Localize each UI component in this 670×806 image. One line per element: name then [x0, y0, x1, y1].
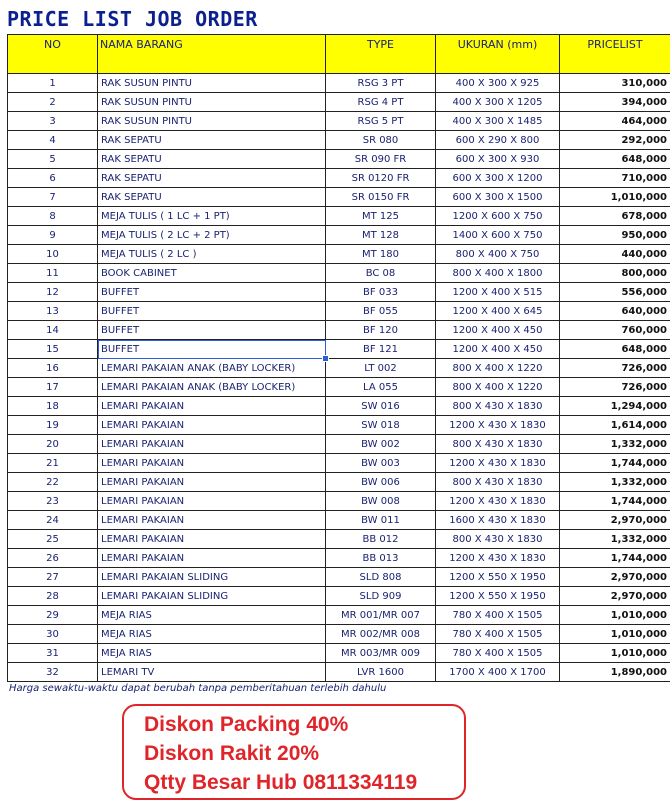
cell-type[interactable]: MT 128	[326, 226, 436, 245]
cell-type[interactable]: MT 125	[326, 207, 436, 226]
cell-no[interactable]: 4	[8, 131, 98, 150]
cell-pricelist[interactable]: 1,010,000	[560, 606, 670, 625]
cell-no[interactable]: 10	[8, 245, 98, 264]
cell-nama-barang[interactable]: RAK SUSUN PINTU	[98, 93, 326, 112]
table-row	[8, 644, 670, 663]
cell-no[interactable]: 14	[8, 321, 98, 340]
cell-nama-barang[interactable]: RAK SUSUN PINTU	[98, 74, 326, 93]
cell-type[interactable]: MR 001/MR 007	[326, 606, 436, 625]
cell-ukuran[interactable]: 1600 X 430 X 1830	[436, 511, 560, 530]
table-row	[8, 568, 670, 587]
table-row	[8, 226, 670, 245]
cell-nama-barang[interactable]: MEJA TULIS ( 2 LC + 2 PT)	[98, 226, 326, 245]
cell-pricelist[interactable]: 1,614,000	[560, 416, 670, 435]
cell-nama-barang[interactable]: LEMARI PAKAIAN SLIDING	[98, 587, 326, 606]
cell-nama-barang[interactable]: LEMARI PAKAIAN SLIDING	[98, 568, 326, 587]
promo-assembly-discount: Diskon Rakit 20%	[144, 742, 320, 765]
cell-nama-barang[interactable]: MEJA TULIS ( 2 LC )	[98, 245, 326, 264]
cell-ukuran[interactable]: 800 X 400 X 1220	[436, 378, 560, 397]
cell-ukuran[interactable]: 600 X 300 X 1500	[436, 188, 560, 207]
cell-no[interactable]: 24	[8, 511, 98, 530]
cell-no[interactable]: 19	[8, 416, 98, 435]
cell-no[interactable]: 15	[8, 340, 98, 359]
cell-ukuran[interactable]: 800 X 430 X 1830	[436, 530, 560, 549]
cell-type[interactable]: SLD 808	[326, 568, 436, 587]
cell-no[interactable]: 25	[8, 530, 98, 549]
cell-no[interactable]: 8	[8, 207, 98, 226]
cell-pricelist[interactable]: 1,744,000	[560, 492, 670, 511]
page-title: PRICE LIST JOB ORDER	[7, 7, 258, 31]
cell-pricelist[interactable]: 640,000	[560, 302, 670, 321]
cell-nama-barang[interactable]: RAK SUSUN PINTU	[98, 112, 326, 131]
table-row	[8, 625, 670, 644]
cell-pricelist[interactable]: 292,000	[560, 131, 670, 150]
cell-no[interactable]: 29	[8, 606, 98, 625]
cell-no[interactable]: 11	[8, 264, 98, 283]
cell-no[interactable]: 5	[8, 150, 98, 169]
cell-no[interactable]: 12	[8, 283, 98, 302]
cell-type[interactable]: LVR 1600	[326, 663, 436, 682]
cell-type[interactable]: SLD 909	[326, 587, 436, 606]
cell-pricelist[interactable]: 310,000	[560, 74, 670, 93]
cell-ukuran[interactable]: 1200 X 430 X 1830	[436, 492, 560, 511]
cell-nama-barang[interactable]: LEMARI PAKAIAN	[98, 549, 326, 568]
cell-type[interactable]: SR 0120 FR	[326, 169, 436, 188]
price-table	[7, 34, 670, 682]
cell-ukuran[interactable]: 400 X 300 X 1205	[436, 93, 560, 112]
cell-type[interactable]: SW 016	[326, 397, 436, 416]
cell-type[interactable]: SR 0150 FR	[326, 188, 436, 207]
cell-no[interactable]: 1	[8, 74, 98, 93]
cell-no[interactable]: 23	[8, 492, 98, 511]
table-row	[8, 530, 670, 549]
cell-type[interactable]: BF 055	[326, 302, 436, 321]
cell-nama-barang[interactable]: LEMARI PAKAIAN	[98, 416, 326, 435]
cell-type[interactable]: SR 080	[326, 131, 436, 150]
cell-no[interactable]: 27	[8, 568, 98, 587]
cell-type[interactable]: LA 055	[326, 378, 436, 397]
cell-ukuran[interactable]: 400 X 300 X 925	[436, 74, 560, 93]
table-row	[8, 169, 670, 188]
table-row	[8, 378, 670, 397]
table-row	[8, 454, 670, 473]
cell-nama-barang[interactable]: LEMARI PAKAIAN	[98, 397, 326, 416]
column-header-pricelist[interactable]: PRICELIST	[560, 35, 670, 74]
cell-nama-barang[interactable]: LEMARI PAKAIAN ANAK (BABY LOCKER)	[98, 378, 326, 397]
table-row	[8, 416, 670, 435]
cell-ukuran[interactable]: 800 X 430 X 1830	[436, 435, 560, 454]
cell-no[interactable]: 16	[8, 359, 98, 378]
cell-ukuran[interactable]: 1200 X 400 X 450	[436, 340, 560, 359]
cell-pricelist[interactable]: 556,000	[560, 283, 670, 302]
cell-nama-barang[interactable]: MEJA RIAS	[98, 625, 326, 644]
cell-pricelist[interactable]: 648,000	[560, 340, 670, 359]
table-row	[8, 131, 670, 150]
cell-pricelist[interactable]: 1,744,000	[560, 549, 670, 568]
table-row	[8, 663, 670, 682]
header-row	[8, 35, 670, 74]
table-row	[8, 245, 670, 264]
cell-no[interactable]: 20	[8, 435, 98, 454]
cell-pricelist[interactable]: 726,000	[560, 359, 670, 378]
cell-ukuran[interactable]: 800 X 400 X 1220	[436, 359, 560, 378]
table-row	[8, 93, 670, 112]
cell-ukuran[interactable]: 800 X 430 X 1830	[436, 473, 560, 492]
cell-no[interactable]: 3	[8, 112, 98, 131]
cell-nama-barang[interactable]: LEMARI PAKAIAN	[98, 473, 326, 492]
promo-bulk-contact: Qtty Besar Hub 0811334119	[144, 771, 418, 794]
cell-pricelist[interactable]: 678,000	[560, 207, 670, 226]
cell-ukuran[interactable]: 1200 X 430 X 1830	[436, 454, 560, 473]
cell-ukuran[interactable]: 1200 X 430 X 1830	[436, 416, 560, 435]
cell-type[interactable]: BF 120	[326, 321, 436, 340]
cell-nama-barang[interactable]: LEMARI PAKAIAN	[98, 530, 326, 549]
cell-pricelist[interactable]: 2,970,000	[560, 587, 670, 606]
cell-pricelist[interactable]: 1,294,000	[560, 397, 670, 416]
cell-no[interactable]: 2	[8, 93, 98, 112]
cell-nama-barang[interactable]: RAK SEPATU	[98, 188, 326, 207]
cell-ukuran[interactable]: 1200 X 600 X 750	[436, 207, 560, 226]
cell-type[interactable]: BW 006	[326, 473, 436, 492]
table-row	[8, 283, 670, 302]
cell-ukuran[interactable]: 800 X 430 X 1830	[436, 397, 560, 416]
cell-no[interactable]: 31	[8, 644, 98, 663]
cell-no[interactable]: 13	[8, 302, 98, 321]
column-header-no[interactable]: NO	[8, 35, 98, 74]
cell-ukuran[interactable]: 1200 X 400 X 645	[436, 302, 560, 321]
column-header-type[interactable]: TYPE	[326, 35, 436, 74]
cell-type[interactable]: MT 180	[326, 245, 436, 264]
cell-ukuran[interactable]: 1200 X 400 X 450	[436, 321, 560, 340]
cell-no[interactable]: 17	[8, 378, 98, 397]
cell-pricelist[interactable]: 710,000	[560, 169, 670, 188]
cell-type[interactable]: LT 002	[326, 359, 436, 378]
cell-ukuran[interactable]: 780 X 400 X 1505	[436, 606, 560, 625]
cell-no[interactable]: 30	[8, 625, 98, 644]
cell-type[interactable]: SR 090 FR	[326, 150, 436, 169]
cell-pricelist[interactable]: 950,000	[560, 226, 670, 245]
table-row	[8, 302, 670, 321]
cell-nama-barang[interactable]: LEMARI PAKAIAN ANAK (BABY LOCKER)	[98, 359, 326, 378]
cell-ukuran[interactable]: 600 X 300 X 1200	[436, 169, 560, 188]
cell-pricelist[interactable]: 726,000	[560, 378, 670, 397]
cell-type[interactable]: MR 003/MR 009	[326, 644, 436, 663]
cell-ukuran[interactable]: 1200 X 550 X 1950	[436, 587, 560, 606]
table-row	[8, 359, 670, 378]
cell-no[interactable]: 32	[8, 663, 98, 682]
cell-nama-barang[interactable]: RAK SEPATU	[98, 150, 326, 169]
cell-pricelist[interactable]: 1,332,000	[560, 530, 670, 549]
cell-nama-barang[interactable]: BUFFET	[98, 302, 326, 321]
cell-ukuran[interactable]: 800 X 400 X 1800	[436, 264, 560, 283]
cell-pricelist[interactable]: 1,332,000	[560, 473, 670, 492]
cell-no[interactable]: 21	[8, 454, 98, 473]
cell-pricelist[interactable]: 1,332,000	[560, 435, 670, 454]
cell-nama-barang[interactable]: MEJA RIAS	[98, 606, 326, 625]
cell-ukuran[interactable]: 1200 X 550 X 1950	[436, 568, 560, 587]
table-row	[8, 492, 670, 511]
cell-ukuran[interactable]: 600 X 300 X 930	[436, 150, 560, 169]
cell-nama-barang[interactable]: MEJA TULIS ( 1 LC + 1 PT)	[98, 207, 326, 226]
table-row	[8, 473, 670, 492]
table-row	[8, 340, 670, 359]
cell-ukuran[interactable]: 400 X 300 X 1485	[436, 112, 560, 131]
cell-type[interactable]: RSG 4 PT	[326, 93, 436, 112]
cell-pricelist[interactable]: 800,000	[560, 264, 670, 283]
selection-fill-handle[interactable]	[322, 355, 329, 362]
cell-pricelist[interactable]: 760,000	[560, 321, 670, 340]
cell-nama-barang[interactable]: RAK SEPATU	[98, 131, 326, 150]
table-row	[8, 549, 670, 568]
table-row	[8, 264, 670, 283]
cell-no[interactable]: 18	[8, 397, 98, 416]
table-row	[8, 321, 670, 340]
cell-type[interactable]: BB 012	[326, 530, 436, 549]
cell-nama-barang[interactable]: LEMARI PAKAIAN	[98, 511, 326, 530]
table-row	[8, 397, 670, 416]
cell-nama-barang[interactable]: BUFFET	[98, 321, 326, 340]
cell-no[interactable]: 7	[8, 188, 98, 207]
table-row	[8, 207, 670, 226]
cell-ukuran[interactable]: 780 X 400 X 1505	[436, 644, 560, 663]
column-header-ukuran[interactable]: UKURAN (mm)	[436, 35, 560, 74]
cell-pricelist[interactable]: 394,000	[560, 93, 670, 112]
table-row	[8, 511, 670, 530]
table-row	[8, 74, 670, 93]
cell-nama-barang[interactable]: LEMARI PAKAIAN	[98, 492, 326, 511]
cell-type[interactable]: SW 018	[326, 416, 436, 435]
cell-pricelist[interactable]: 1,010,000	[560, 625, 670, 644]
table-row	[8, 188, 670, 207]
cell-nama-barang[interactable]: LEMARI PAKAIAN	[98, 435, 326, 454]
cell-type[interactable]: RSG 5 PT	[326, 112, 436, 131]
cell-nama-barang[interactable]: LEMARI PAKAIAN	[98, 454, 326, 473]
cell-ukuran[interactable]: 600 X 290 X 800	[436, 131, 560, 150]
cell-type[interactable]: BW 011	[326, 511, 436, 530]
cell-no[interactable]: 22	[8, 473, 98, 492]
cell-no[interactable]: 6	[8, 169, 98, 188]
price-table-container	[7, 34, 670, 682]
cell-type[interactable]: BW 002	[326, 435, 436, 454]
table-row	[8, 150, 670, 169]
cell-nama-barang[interactable]: BUFFET	[98, 340, 326, 359]
cell-ukuran[interactable]: 1200 X 400 X 515	[436, 283, 560, 302]
column-header-nama-barang[interactable]: NAMA BARANG	[98, 35, 326, 74]
cell-pricelist[interactable]: 1,890,000	[560, 663, 670, 682]
cell-ukuran[interactable]: 780 X 400 X 1505	[436, 625, 560, 644]
cell-type[interactable]: RSG 3 PT	[326, 74, 436, 93]
cell-pricelist[interactable]: 2,970,000	[560, 568, 670, 587]
table-row	[8, 435, 670, 454]
cell-nama-barang[interactable]: RAK SEPATU	[98, 169, 326, 188]
promo-packing-discount: Diskon Packing 40%	[144, 713, 349, 736]
cell-pricelist[interactable]: 1,010,000	[560, 188, 670, 207]
promo-box	[122, 704, 466, 800]
cell-pricelist[interactable]: 464,000	[560, 112, 670, 131]
cell-type[interactable]: BW 008	[326, 492, 436, 511]
price-change-note: Harga sewaktu-waktu dapat berubah tanpa pemberitahuan terlebih dahulu	[9, 683, 387, 694]
cell-pricelist[interactable]: 2,970,000	[560, 511, 670, 530]
cell-nama-barang[interactable]: BUFFET	[98, 283, 326, 302]
cell-type[interactable]: BW 003	[326, 454, 436, 473]
cell-nama-barang[interactable]: LEMARI TV	[98, 663, 326, 682]
cell-ukuran[interactable]: 1400 X 600 X 750	[436, 226, 560, 245]
cell-type[interactable]: BC 08	[326, 264, 436, 283]
cell-pricelist[interactable]: 648,000	[560, 150, 670, 169]
cell-ukuran[interactable]: 800 X 400 X 750	[436, 245, 560, 264]
cell-pricelist[interactable]: 1,744,000	[560, 454, 670, 473]
cell-type[interactable]: MR 002/MR 008	[326, 625, 436, 644]
cell-type[interactable]: BB 013	[326, 549, 436, 568]
cell-no[interactable]: 9	[8, 226, 98, 245]
cell-ukuran[interactable]: 1200 X 430 X 1830	[436, 549, 560, 568]
table-row	[8, 112, 670, 131]
cell-no[interactable]: 26	[8, 549, 98, 568]
cell-type[interactable]: BF 121	[326, 340, 436, 359]
cell-no[interactable]: 28	[8, 587, 98, 606]
cell-ukuran[interactable]: 1700 X 400 X 1700	[436, 663, 560, 682]
cell-pricelist[interactable]: 440,000	[560, 245, 670, 264]
cell-type[interactable]: BF 033	[326, 283, 436, 302]
cell-nama-barang[interactable]: MEJA RIAS	[98, 644, 326, 663]
cell-pricelist[interactable]: 1,010,000	[560, 644, 670, 663]
table-row	[8, 587, 670, 606]
table-row	[8, 606, 670, 625]
cell-nama-barang[interactable]: BOOK CABINET	[98, 264, 326, 283]
